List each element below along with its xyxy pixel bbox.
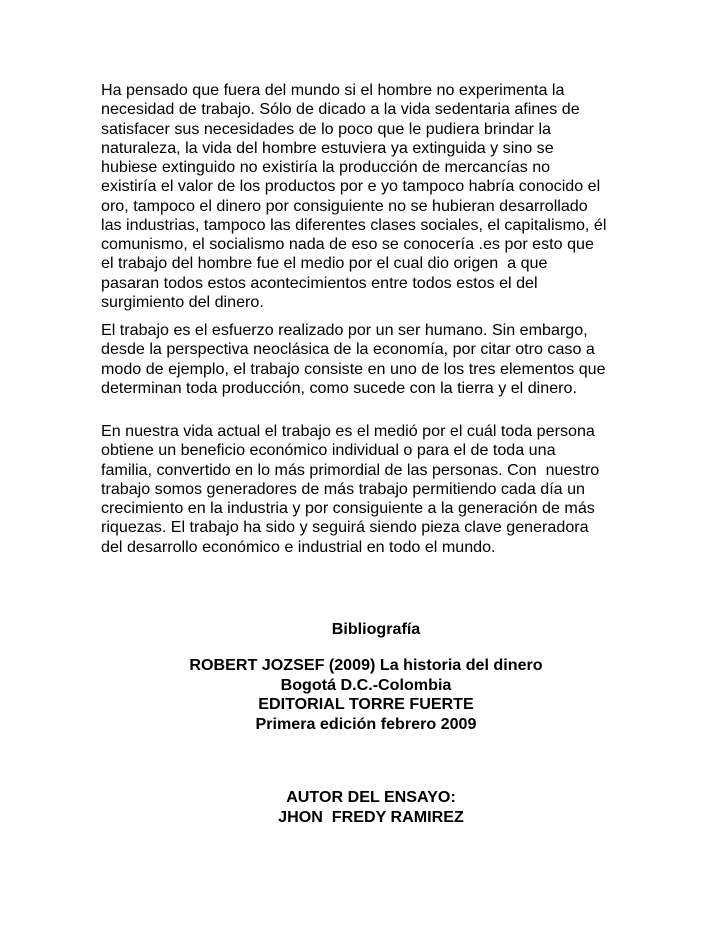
text-line: riquezas. El trabajo ha sido y seguirá siendo pieza clave generadora [101,518,589,537]
text-line: del desarrollo económico e industrial en todo el mundo. [101,537,496,556]
text-line: obtiene un beneficio económico individual o para el de toda una [101,441,556,460]
text-line: surgimiento del dinero. [101,292,264,311]
text-line: desde la perspectiva neoclásica de la economía, por citar otro caso a [101,340,595,359]
text-line: el trabajo del hombre fue el medio por el cual dio origen a que [101,254,548,273]
paragraph-3 [101,422,631,557]
bibliography-reference [101,656,631,734]
bibliography-heading: Bibliografía [331,620,421,638]
text-line: necesidad de trabajo. Sólo de dicado a la vida sedentaria afines de [101,100,580,119]
text-line: El trabajo es el esfuerzo realizado por un ser humano. Sin embargo, [101,321,588,339]
text-line: pasaran todos estos acontecimientos entre todos estos el del [101,273,538,292]
text-line: En nuestra vida actual el trabajo es el medió por el cuál toda persona [101,422,595,440]
text-line: Ha pensado que fuera del mundo si el hombre no experimenta la [101,81,565,99]
text-line: trabajo somos generadores de más trabajo permitiendo cada día un [101,479,585,498]
reference-line: Primera edición febrero 2009 [255,714,477,733]
text-line: determinan toda producción, como sucede con la tierra y el dinero. [101,378,577,397]
essay-body [101,81,631,557]
text-line: familia, convertido en lo más primordial de las personas. Con nuestro [101,460,600,479]
text-line: crecimiento en la industria y por consiguiente a la generación de más [101,499,595,517]
text-line: existiría el valor de los productos por e yo tampoco habría conocido el [101,177,601,196]
text-line: satisfacer sus necesidades de lo poco que le pudiera brindar la [101,119,552,138]
text-line: modo de ejemplo, el trabajo consiste en uno de los tres elementos que [101,359,606,378]
reference-line: Bogotá D.C.-Colombia [280,675,452,694]
paragraph-2 [101,321,631,398]
author-label: AUTOR DEL ENSAYO: [286,788,456,806]
author-name: JHON FREDY RAMIREZ [278,807,464,826]
author-block [106,788,636,827]
bibliography-title [111,620,641,640]
reference-line: ROBERT JOZSEF (2009) La historia del dinero [189,656,543,674]
reference-line: EDITORIAL TORRE FUERTE [258,695,474,713]
text-line: hubiese extinguido no existiría la producción de mercancías no [101,158,551,176]
paragraph-1 [101,81,631,312]
text-line: comunismo, el socialismo nada de eso se conocería .es por esto que [101,235,594,253]
text-line: las industrias, tampoco las diferentes clases sociales, el capitalismo, él [101,215,607,234]
text-line: naturaleza, la vida del hombre estuviera ya extinguida y sino se [101,138,554,157]
text-line: oro, tampoco el dinero por consiguiente no se hubieran desarrollado [101,196,588,215]
